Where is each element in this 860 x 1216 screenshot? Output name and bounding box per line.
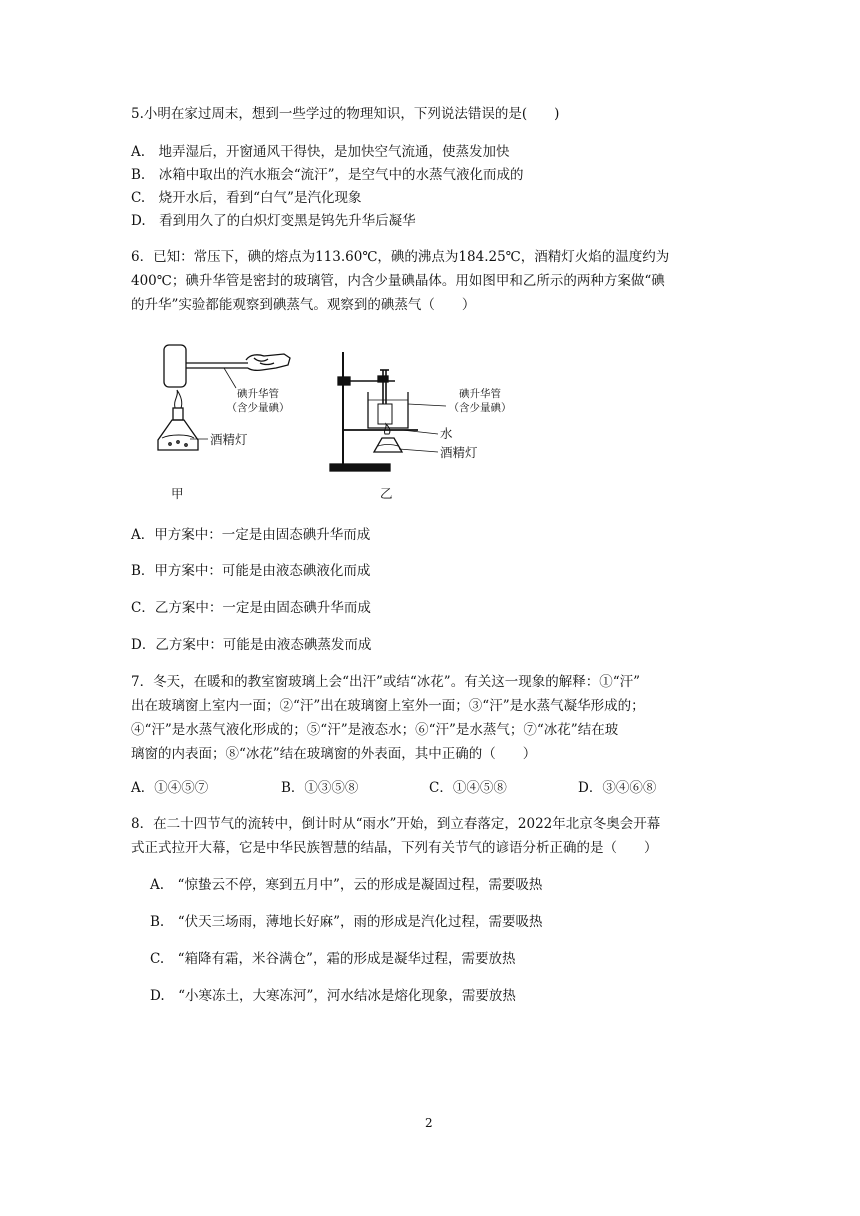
q7-stem-line-3: ④“汗”是水蒸气液化形成的；⑤“汗”是液态水；⑥“汗”是水蒸气；⑦“冰花”结在玻 (131, 722, 619, 738)
q7-stem-line-1: 7．冬天，在暖和的教室窗玻璃上会“出汗”或结“冰花”。有关这一现象的解释：①“汗” (131, 674, 640, 690)
q6-stem-line-3: 的升华”实验都能观察到碘蒸气。观察到的碘蒸气（ ） (131, 297, 476, 313)
q7-option-c: C．①④⑤⑧ (429, 780, 507, 796)
jia-tube-end-bulb (164, 345, 186, 387)
q5-option-d: D. 看到用久了的白炽灯变黑是钨先升华后凝华 (131, 213, 416, 229)
jia-tube-label-2: （含少量碘） (226, 402, 290, 414)
q8-option-a: A. “惊蛰云不停，寒到五月中”，云的形成是凝固过程，需要吸热 (150, 877, 543, 893)
q6-stem-line-1: 6．已知：常压下，碘的熔点为113.60℃，碘的沸点为184.25℃，酒精灯火焰的温度约为 (131, 249, 670, 265)
q7-stem-line-4: 璃窗的内表面；⑧“冰花”结在玻璃窗的外表面，其中正确的（ ） (131, 746, 537, 762)
jia-hand (246, 354, 290, 370)
q7-stem-line-2: 出在玻璃窗上室内一面；②“汗”出在玻璃窗上室外一面；③“汗”是水蒸气凝华形成的； (131, 698, 645, 714)
q8-option-d: D. “小寒冻土，大寒冻河”，河水结冰是熔化现象，需要放热 (150, 988, 516, 1004)
q5-option-b: B. 冰箱中取出的汽水瓶会“流汗”，是空气中的水蒸气液化而成的 (131, 167, 524, 183)
q6-experiment-figure (150, 334, 480, 506)
q6-option-a: A．甲方案中：一定是由固态碘升华而成 (131, 527, 371, 543)
jia-flame (175, 390, 182, 408)
yi-caption: 乙 (380, 486, 393, 501)
yi-tube-label-1: 碘升华管 (459, 388, 501, 400)
q6-option-c: C．乙方案中：一定是由固态碘升华而成 (131, 600, 371, 616)
q7-option-a: A．①④⑤⑦ (131, 780, 209, 796)
q8-stem-line-1: 8．在二十四节气的流转中，倒计时从“雨水”开始，到立春落定，2022年北京冬奥会开幕 (131, 816, 661, 832)
page-number: 2 (425, 1116, 433, 1130)
q6-option-d: D．乙方案中：可能是由液态碘蒸发而成 (131, 637, 372, 653)
yi-water-label: 水 (440, 426, 453, 441)
jia-caption: 甲 (171, 486, 184, 501)
q8-stem-line-2: 式正式拉开大幕，它是中华民族智慧的结晶，下列有关节气的谚语分析正确的是（ ） (131, 840, 658, 856)
q8-option-c: C. “箱降有霜，米谷满仓”，霜的形成是凝华过程，需要放热 (150, 951, 516, 967)
yi-tube-label-2: （含少量碘） (448, 402, 512, 414)
jia-lamp-wick (173, 408, 183, 420)
jia-lamp-label: 酒精灯 (210, 432, 248, 447)
yi-beaker (368, 392, 408, 428)
yi-lamp-body (374, 438, 402, 452)
q6-option-b: B．甲方案中：可能是由液态碘液化而成 (131, 563, 371, 579)
q8-option-b: B. “伏天三场雨，薄地长好麻”，雨的形成是汽化过程，需要吸热 (150, 914, 543, 930)
q5-option-c: C. 烧开水后，看到“白气”是汽化现象 (131, 190, 362, 206)
q5-option-a: A. 地弄湿后，开窗通风干得快，是加快空气流通，使蒸发加快 (131, 144, 510, 160)
yi-stand-base (330, 464, 390, 471)
q5-stem: 5.小明在家过周末，想到一些学过的物理知识，下列说法错误的是( ) (131, 106, 560, 122)
q7-option-b: B．①③⑤⑧ (281, 780, 359, 796)
yi-lamp-label: 酒精灯 (440, 445, 478, 460)
q6-stem-line-2: 400℃；碘升华管是密封的玻璃管，内含少量碘晶体。用如图甲和乙所示的两种方案做“碘 (131, 273, 665, 289)
jia-tube-label-1: 碘升华管 (237, 388, 279, 400)
q7-option-d: D．③④⑥⑧ (578, 780, 657, 796)
